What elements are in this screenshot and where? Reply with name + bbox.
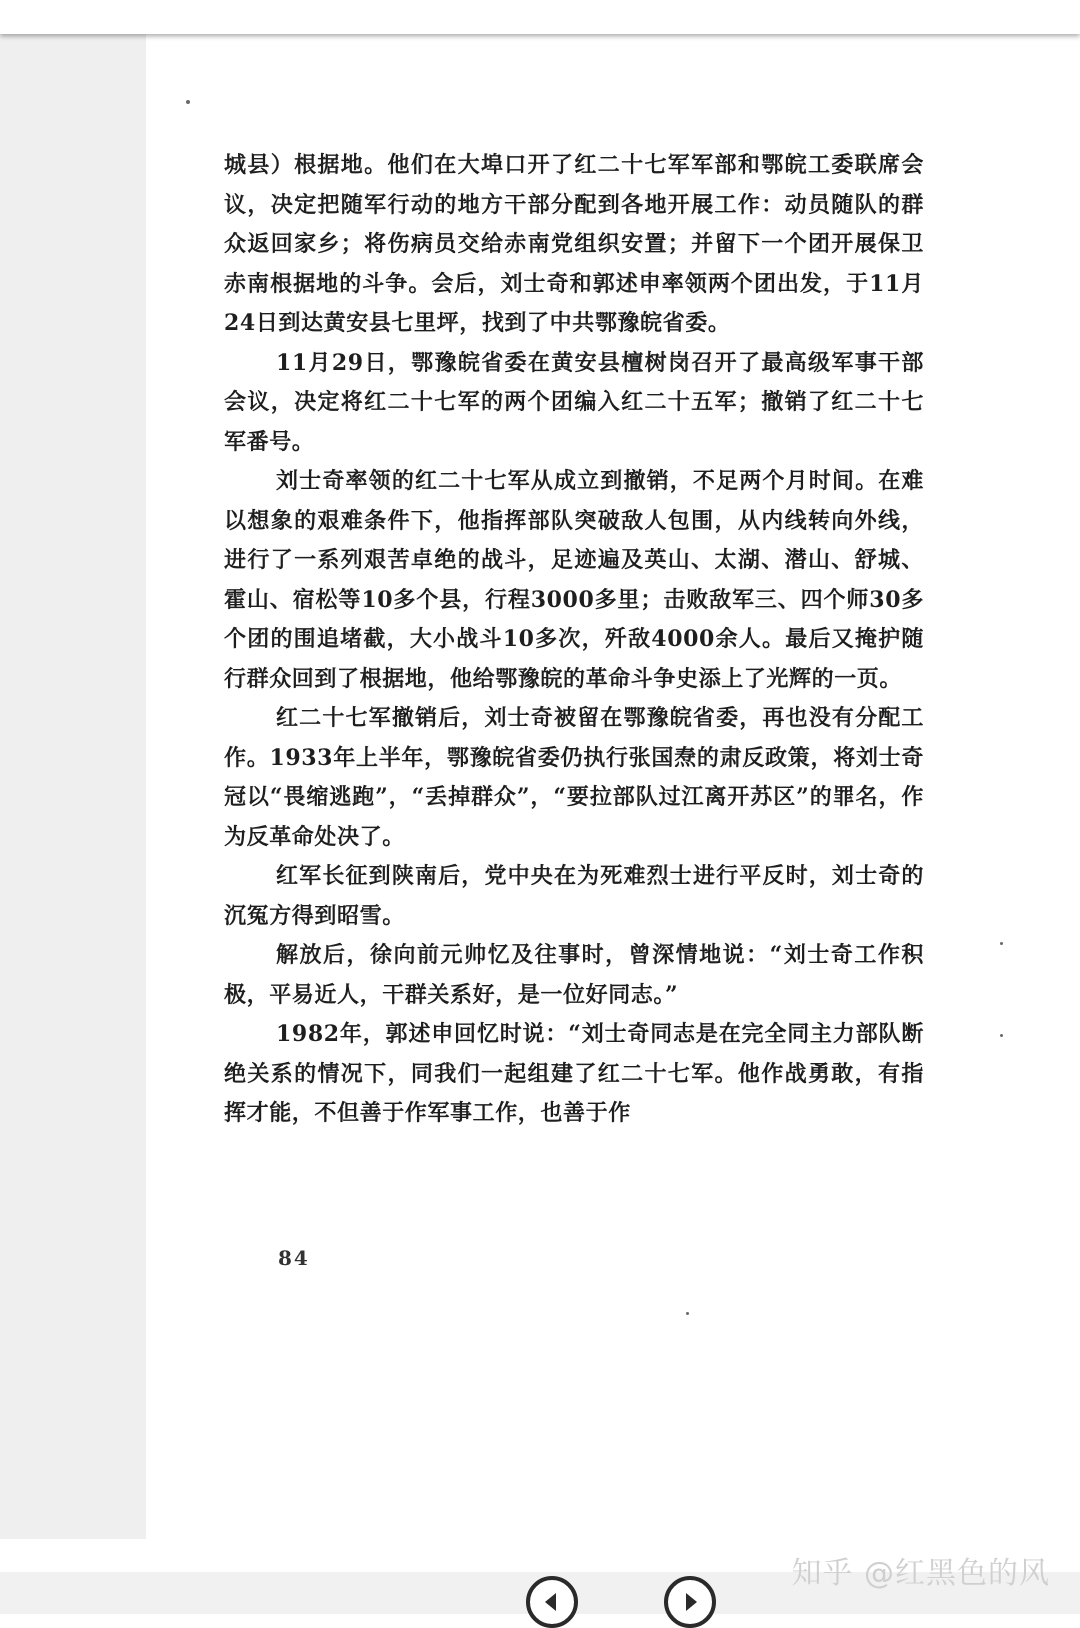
paragraph: 城县）根据地。他们在大埠口开了红二十七军军部和鄂皖工委联席会议，决定把随军行动的地方干部分配到各地开展工作：动员随队的群众返回家乡；将伤病员交给赤南党组织安置；并留下一个团开展保卫赤南根据地的斗争。会后，刘士奇和郭述申率领两个团出发，于11月24日到达黄安县七里坪，找到了中共鄂豫皖省委。: [224, 152, 924, 336]
scan-speck: [686, 1312, 689, 1315]
paragraph: 解放后，徐向前元帅忆及往事时，曾深情地说：“刘士奇工作积极，平易近人，干群关系好，是一位好同志。”: [224, 942, 924, 1008]
paragraph: 红军长征到陕南后，党中央在为死难烈士进行平反时，刘士奇的沉冤方得到昭雪。: [224, 863, 924, 929]
paragraph: 1982年，郭述申回忆时说：“刘士奇同志是在完全同主力部队断绝关系的情况下，同我们一起组建了红二十七军。他作战勇敢，有指挥才能，不但善于作军事工作，也善于作: [224, 1021, 924, 1126]
chevron-right-icon: [678, 1590, 702, 1614]
document-text: [224, 146, 924, 1134]
scan-speck: [1000, 942, 1003, 945]
paragraph: 刘士奇率领的红二十七军从成立到撤销，不足两个月时间。在难以想象的艰难条件下，他指挥部队突破敌人包围，从内线转向外线，进行了一系列艰苦卓绝的战斗，足迹遍及英山、太湖、潜山、舒城、霍山、宿松等10多个县，行程3000多里；击败敌军三、四个师30多个团的围追堵截，大小战斗10多次，歼敌4000余人。最后又掩护随行群众回到了根据地，他给鄂豫皖的革命斗争史添上了光辉的一页。: [224, 468, 924, 692]
prev-page-button[interactable]: [526, 1576, 578, 1628]
watermark: 知乎 @红黑色的风: [791, 1556, 1050, 1591]
page-number: 84: [278, 1246, 310, 1270]
paragraph: 红二十七军撤销后，刘士奇被留在鄂豫皖省委，再也没有分配工作。1933年上半年，鄂豫皖省委仍执行张国焘的肃反政策，将刘士奇冠以“畏缩逃跑”，“丢掉群众”，“要拉部队过江离开苏区”的罪名，作为反革命处决了。: [224, 705, 924, 850]
paragraph: 11月29日，鄂豫皖省委在黄安县檀树岗召开了最高级军事干部会议，决定将红二十七军的两个团编入红二十五军；撤销了红二十七军番号。: [224, 349, 924, 455]
left-margin-panel: [0, 34, 146, 1539]
next-page-button[interactable]: [664, 1576, 716, 1628]
top-toolbar: [0, 0, 1080, 34]
scan-speck: [1000, 1034, 1003, 1037]
chevron-left-icon: [540, 1590, 564, 1614]
scan-speck: [186, 100, 190, 104]
